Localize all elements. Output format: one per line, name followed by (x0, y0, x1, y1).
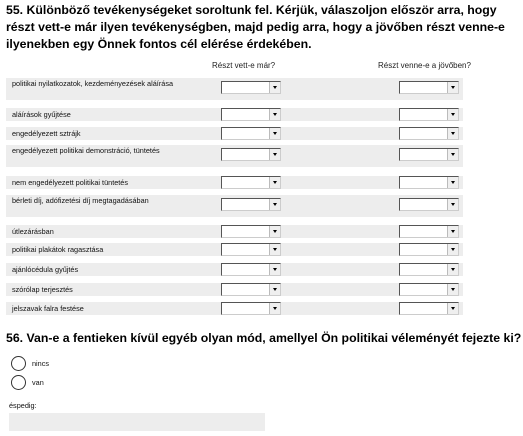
participated-select[interactable] (221, 263, 281, 276)
question-56-title: 56. Van-e a fentieken kívül egyéb olyan mód, amellyel Ön politikai véleményét fejezte ki? (6, 331, 522, 345)
activity-label: jelszavak falra festése (12, 304, 84, 313)
chevron-down-icon[interactable] (269, 128, 280, 139)
chevron-down-icon[interactable] (269, 264, 280, 275)
chevron-down-icon[interactable] (269, 303, 280, 314)
chevron-down-icon[interactable] (447, 244, 458, 255)
would-participate-select[interactable] (399, 302, 459, 315)
participated-select[interactable] (221, 176, 281, 189)
activity-label: aláírások gyűjtése (12, 110, 71, 119)
would-participate-select[interactable] (399, 81, 459, 94)
radio-van[interactable] (11, 375, 26, 390)
specify-input[interactable] (9, 413, 265, 431)
participated-select[interactable] (221, 302, 281, 315)
activity-row (6, 127, 463, 140)
activity-label: szórólap terjesztés (12, 285, 73, 294)
participated-select[interactable] (221, 148, 281, 161)
chevron-down-icon[interactable] (269, 244, 280, 255)
activity-row (6, 283, 463, 296)
chevron-down-icon[interactable] (447, 177, 458, 188)
would-participate-select[interactable] (399, 283, 459, 296)
chevron-down-icon[interactable] (447, 149, 458, 160)
specify-label: éspedig: (9, 401, 37, 410)
chevron-down-icon[interactable] (269, 284, 280, 295)
activity-row (6, 145, 463, 167)
participated-select[interactable] (221, 283, 281, 296)
would-participate-select[interactable] (399, 243, 459, 256)
activity-row (6, 108, 463, 121)
activity-row (6, 263, 463, 276)
column-header-would-participate: Részt venne-e a jövőben? (378, 61, 471, 70)
chevron-down-icon[interactable] (269, 199, 280, 210)
activity-row (6, 243, 463, 256)
radio-nincs[interactable] (11, 356, 26, 371)
column-header-participated: Részt vett-e már? (212, 61, 276, 70)
chevron-down-icon[interactable] (269, 109, 280, 120)
participated-select[interactable] (221, 108, 281, 121)
would-participate-select[interactable] (399, 148, 459, 161)
would-participate-select[interactable] (399, 263, 459, 276)
chevron-down-icon[interactable] (447, 199, 458, 210)
would-participate-select[interactable] (399, 225, 459, 238)
participated-select[interactable] (221, 81, 281, 94)
participated-select[interactable] (221, 198, 281, 211)
chevron-down-icon[interactable] (447, 303, 458, 314)
activity-row (6, 176, 463, 189)
chevron-down-icon[interactable] (447, 109, 458, 120)
activity-row (6, 78, 463, 100)
activity-label: politikai nyilatkozatok, kezdeményezések aláírása (12, 79, 174, 88)
participated-select[interactable] (221, 225, 281, 238)
activity-label: engedélyezett sztrájk (12, 129, 81, 138)
activity-label: ajánlócédula gyűjtés (12, 265, 79, 274)
would-participate-select[interactable] (399, 127, 459, 140)
would-participate-select[interactable] (399, 198, 459, 211)
activity-label: bérleti díj, adófizetési díj megtagadásában (12, 196, 149, 205)
activity-label: nem engedélyezett politikai tüntetés (12, 178, 129, 187)
chevron-down-icon[interactable] (447, 284, 458, 295)
activity-row (6, 302, 463, 315)
would-participate-select[interactable] (399, 176, 459, 189)
radio-label-nincs: nincs (32, 359, 50, 368)
would-participate-select[interactable] (399, 108, 459, 121)
chevron-down-icon[interactable] (269, 149, 280, 160)
participated-select[interactable] (221, 243, 281, 256)
activity-row (6, 195, 463, 217)
chevron-down-icon[interactable] (447, 264, 458, 275)
chevron-down-icon[interactable] (447, 82, 458, 93)
chevron-down-icon[interactable] (269, 177, 280, 188)
question-55-title: 55. Különböző tevékenységeket soroltunk fel. Kérjük, válaszoljon először arra, hogy részt vett-e már ilyen tevékenységben, majd pedig arra, hogy a jövőben részt venne-e ilyenekben egy Önnek fontos cél elérése érdekében. (6, 3, 505, 51)
chevron-down-icon[interactable] (447, 128, 458, 139)
activity-label: engedélyezett politikai demonstráció, tüntetés (12, 146, 160, 155)
chevron-down-icon[interactable] (269, 226, 280, 237)
chevron-down-icon[interactable] (269, 82, 280, 93)
activity-label: útlezárásban (12, 227, 54, 236)
participated-select[interactable] (221, 127, 281, 140)
radio-label-van: van (32, 378, 44, 387)
activity-row (6, 225, 463, 238)
activity-label: politikai plakátok ragasztása (12, 245, 104, 254)
chevron-down-icon[interactable] (447, 226, 458, 237)
